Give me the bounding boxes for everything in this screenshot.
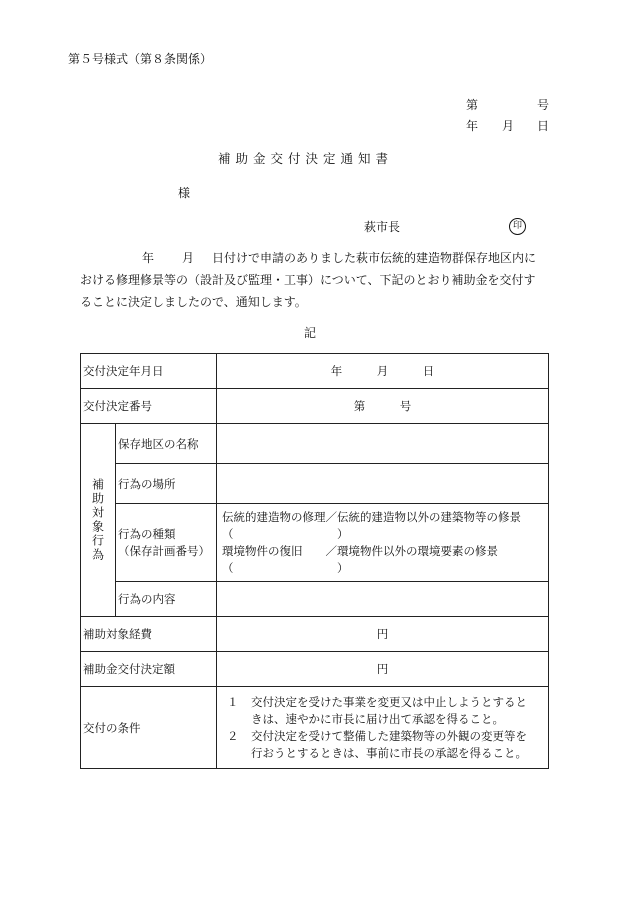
conditions-list (217, 687, 549, 769)
seal-mark: 印 (509, 218, 526, 235)
decision-date-value: 年 月 日 (217, 354, 549, 389)
content-value (217, 582, 549, 617)
cost-label: 補助対象経費 (81, 617, 217, 652)
body-line1: 日付けで申請のありました萩市伝統的建造物群保存地区内に (212, 251, 537, 265)
grant-decision-table (80, 353, 549, 769)
place-label: 行為の場所 (116, 464, 217, 504)
decision-number-value: 第 号 (217, 389, 549, 424)
table-row (81, 582, 549, 617)
table-row (81, 687, 549, 769)
form-number: 第５号様式（第８条関係） (68, 52, 213, 66)
date-year: 年 (466, 119, 479, 133)
decision-date-label: 交付決定年月日 (81, 354, 217, 389)
body-month: 月 (182, 251, 195, 265)
addressee-suffix: 様 (178, 186, 191, 200)
target-act-cell (81, 424, 116, 617)
kind-option-1: 伝統的建造物の修理／伝統的建造物以外の建築物等の修景 (222, 509, 521, 524)
grant-amount-unit: 円 (217, 652, 549, 687)
kind-option-1-paren: （ ） (222, 526, 349, 541)
kind-options (217, 504, 549, 582)
area-name-value (217, 424, 549, 464)
content-label: 行為の内容 (116, 582, 217, 617)
kind-label-sub: （保存計画番号） (118, 543, 210, 558)
table-row (81, 504, 549, 582)
table-row (81, 424, 549, 464)
body-line3: ることに決定しましたので、通知します。 (80, 295, 307, 309)
kind-option-2-paren: （ ） (222, 560, 349, 575)
notice-body (80, 247, 552, 313)
number-suffix: 号 (537, 98, 550, 112)
kind-label-cell (116, 504, 217, 582)
number-prefix: 第 (466, 98, 479, 112)
document-title: 補助金交付決定通知書 (218, 151, 394, 166)
area-name-label: 保存地区の名称 (116, 424, 217, 464)
body-year: 年 (142, 251, 155, 265)
table-row (81, 652, 549, 687)
condition-item: ２ 交付決定を受けて整備した建築物等の外観の変更等を 行おうとするときは、事前に市長の承認を得ること。 (227, 728, 527, 760)
condition-item: １ 交付決定を受けた事業を変更又は中止しようとすると きは、速やかに市長に届け出て承認を得ること。 (227, 694, 527, 726)
target-act-label: 補助対象行為 (90, 478, 105, 562)
place-value (217, 464, 549, 504)
ki-label: 記 (304, 326, 317, 340)
table-row (81, 464, 549, 504)
kind-label: 行為の種類 (118, 526, 176, 541)
decision-number-label: 交付決定番号 (81, 389, 217, 424)
kind-option-2: 環境物件の復旧 ／環境物件以外の環境要素の修景 (222, 543, 498, 558)
issuer: 萩市長 (364, 220, 401, 234)
table-row (81, 389, 549, 424)
conditions-label: 交付の条件 (81, 687, 217, 769)
date-day: 日 (537, 119, 550, 133)
table-row (81, 354, 549, 389)
grant-amount-label: 補助金交付決定額 (81, 652, 217, 687)
cost-unit: 円 (217, 617, 549, 652)
date-month: 月 (502, 119, 515, 133)
body-line2: おける修理修景等の（設計及び監理・工事）について、下記のとおり補助金を交付す (80, 273, 536, 287)
table-row (81, 617, 549, 652)
